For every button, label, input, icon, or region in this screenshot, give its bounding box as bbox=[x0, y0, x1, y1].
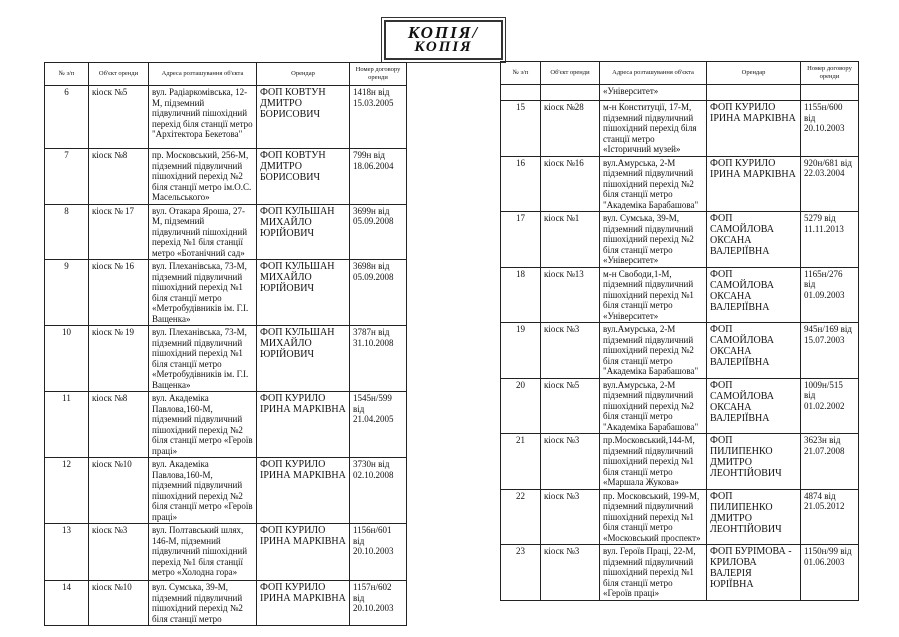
row-address: пр. Московський, 256-М, підземний підвуличний пішохідний перехід №2 біля станції метро ім.О.С. Масельського» bbox=[149, 149, 257, 205]
row-object: кіоск №3 bbox=[541, 434, 600, 490]
row-contract: 1418н від 15.03.2005 bbox=[350, 86, 407, 149]
row-contract: 1157н/602 від 20.10.2003 bbox=[350, 581, 407, 626]
continuation-cell-empty bbox=[801, 85, 859, 101]
row-object: кіоск №8 bbox=[89, 149, 149, 205]
row-object: кіоск №3 bbox=[89, 524, 149, 581]
table-header-row bbox=[501, 62, 859, 85]
row-address: м-н Свободи,1-М, підземний підвуличний пішохідний перехід №1 біля станції метро «Університет» bbox=[600, 267, 707, 323]
header-object: Об'єкт оренди bbox=[89, 63, 149, 86]
row-object: кіоск №3 bbox=[541, 545, 600, 601]
row-contract: 920н/681 від 22.03.2004 bbox=[801, 156, 859, 212]
table-row bbox=[45, 458, 407, 524]
lease-table-left bbox=[44, 62, 407, 626]
row-tenant: ФОП КУРИЛО ІРИНА МАРКІВНА bbox=[257, 392, 350, 458]
header-num: № з/п bbox=[501, 62, 541, 85]
row-number: 17 bbox=[501, 212, 541, 268]
table-row bbox=[501, 378, 859, 434]
continuation-row bbox=[501, 85, 859, 101]
row-address: вул. Радіаркомівська, 12-М, підземний підвуличний пішохідний перехід біля станції метро "Архітектора Бекетова" bbox=[149, 86, 257, 149]
row-number: 6 bbox=[45, 86, 89, 149]
row-tenant: ФОП КУЛЬШАН МИХАЙЛО ЮРІЙОВИЧ bbox=[257, 204, 350, 260]
table-row bbox=[45, 204, 407, 260]
row-number: 23 bbox=[501, 545, 541, 601]
table-row bbox=[501, 323, 859, 379]
row-number: 20 bbox=[501, 378, 541, 434]
row-tenant: ФОП КОВТУН ДМИТРО БОРИСОВИЧ bbox=[257, 86, 350, 149]
continuation-cell-empty bbox=[707, 85, 801, 101]
row-address: вул.Амурська, 2-М підземний підвуличний пішохідний перехід №2 біля станції метро "Академіка Барабашова" bbox=[600, 323, 707, 379]
row-tenant: ФОП КУРИЛО ІРИНА МАРКІВНА bbox=[257, 458, 350, 524]
row-number: 18 bbox=[501, 267, 541, 323]
header-address: Адреса розташування об'єкта bbox=[600, 62, 707, 85]
table-row bbox=[45, 149, 407, 205]
table-row bbox=[45, 260, 407, 326]
continuation-cell-empty bbox=[541, 85, 600, 101]
row-object: кіоск №28 bbox=[541, 101, 600, 157]
row-tenant: ФОП КУЛЬШАН МИХАЙЛО ЮРІЙОВИЧ bbox=[257, 260, 350, 326]
header-contract: Номер договору оренди bbox=[350, 63, 407, 86]
row-address: вул. Плеханівська, 73-М, підземний підвуличний пішохідний перехід №1 біля станції метро «Метробудівників ім. Г.І. Ващенка» bbox=[149, 326, 257, 392]
row-object: кіоск №8 bbox=[89, 392, 149, 458]
row-tenant: ФОП КУРИЛО ІРИНА МАРКІВНА bbox=[707, 156, 801, 212]
row-number: 14 bbox=[45, 581, 89, 626]
row-tenant: ФОП КУРИЛО ІРИНА МАРКІВНА bbox=[257, 581, 350, 626]
table-header-row bbox=[45, 63, 407, 86]
row-tenant: ФОП КУЛЬШАН МИХАЙЛО ЮРІЙОВИЧ bbox=[257, 326, 350, 392]
row-tenant: ФОП САМОЙЛОВА ОКСАНА ВАЛЕРІЇВНА bbox=[707, 212, 801, 268]
continuation-address: «Університет» bbox=[600, 85, 707, 101]
table-row bbox=[45, 326, 407, 392]
left-table-body bbox=[45, 86, 407, 626]
copy-stamp bbox=[384, 20, 503, 60]
table-row bbox=[501, 101, 859, 157]
row-tenant: ФОП САМОЙЛОВА ОКСАНА ВАЛЕРІЇВНА bbox=[707, 378, 801, 434]
row-contract: 3623н від 21.07.2008 bbox=[801, 434, 859, 490]
row-number: 13 bbox=[45, 524, 89, 581]
row-contract: 5279 від 11.11.2013 bbox=[801, 212, 859, 268]
header-object: Об'єкт оренди bbox=[541, 62, 600, 85]
row-object: кіоск № 19 bbox=[89, 326, 149, 392]
row-number: 22 bbox=[501, 489, 541, 545]
table-row bbox=[501, 434, 859, 490]
row-contract: 3730н від 02.10.2008 bbox=[350, 458, 407, 524]
row-tenant: ФОП САМОЙЛОВА ОКСАНА ВАЛЕРІЇВНА bbox=[707, 267, 801, 323]
table-row bbox=[501, 545, 859, 601]
row-contract: 1009н/515 від 01.02.2002 bbox=[801, 378, 859, 434]
row-object: кіоск №5 bbox=[541, 378, 600, 434]
row-object: кіоск №3 bbox=[541, 489, 600, 545]
table-row bbox=[45, 392, 407, 458]
row-number: 19 bbox=[501, 323, 541, 379]
table-row bbox=[501, 267, 859, 323]
row-contract: 799н від 18.06.2004 bbox=[350, 149, 407, 205]
header-tenant: Орендар bbox=[707, 62, 801, 85]
row-object: кіоск №13 bbox=[541, 267, 600, 323]
row-number: 16 bbox=[501, 156, 541, 212]
header-contract: Номер договору оренди bbox=[801, 62, 859, 85]
row-contract: 3698н від 05.09.2008 bbox=[350, 260, 407, 326]
row-contract: 1150н/99 від 01.06.2003 bbox=[801, 545, 859, 601]
table-row bbox=[45, 581, 407, 626]
continuation-cell-empty bbox=[501, 85, 541, 101]
row-address: вул. Академіка Павлова,160-М, підземний підвуличний пішохідний перехід №2 біля станції метро «Героїв праці» bbox=[149, 458, 257, 524]
table-row bbox=[501, 156, 859, 212]
row-object: кіоск №5 bbox=[89, 86, 149, 149]
row-object: кіоск №10 bbox=[89, 581, 149, 626]
row-object: кіоск №10 bbox=[89, 458, 149, 524]
row-address: пр. Московський, 199-М, підземний підвуличний пішохідний перехід №1 біля станції метро «Московський проспект» bbox=[600, 489, 707, 545]
table-row bbox=[45, 524, 407, 581]
row-address: вул.Амурська, 2-М підземний підвуличний пішохідний перехід №2 біля станції метро "Академіка Барабашова" bbox=[600, 378, 707, 434]
stamp-line-2: КОПІЯ bbox=[414, 39, 473, 55]
row-address: вул. Героїв Праці, 22-М, підземний підвуличний пішохідний перехід №1 біля станції метро «Героїв праці» bbox=[600, 545, 707, 601]
row-object: кіоск № 16 bbox=[89, 260, 149, 326]
row-number: 9 bbox=[45, 260, 89, 326]
row-number: 15 bbox=[501, 101, 541, 157]
row-tenant: ФОП БУРІМОВА - КРИЛОВА ВАЛЕРІЯ ЮРІЇВНА bbox=[707, 545, 801, 601]
row-contract: 4874 від 21.05.2012 bbox=[801, 489, 859, 545]
row-object: кіоск №3 bbox=[541, 323, 600, 379]
row-number: 11 bbox=[45, 392, 89, 458]
header-num: № з/п bbox=[45, 63, 89, 86]
row-address: вул.Амурська, 2-М підземний підвуличний пішохідний перехід №2 біля станції метро "Академіка Барабашова" bbox=[600, 156, 707, 212]
row-address: вул. Сумська, 39-М, підземний підвуличний пішохідний перехід №2 біля станції метро bbox=[149, 581, 257, 626]
row-object: кіоск №16 bbox=[541, 156, 600, 212]
row-contract: 1155н/600 від 20.10.2003 bbox=[801, 101, 859, 157]
right-table-body bbox=[501, 85, 859, 601]
table-row bbox=[501, 212, 859, 268]
row-object: кіоск №1 bbox=[541, 212, 600, 268]
row-address: м-н Конституції, 17-М, підземний підвуличний пішохідний перехід біля станції метро «Історичний музей» bbox=[600, 101, 707, 157]
row-contract: 1156н/601 від 20.10.2003 bbox=[350, 524, 407, 581]
row-tenant: ФОП ПИЛИПЕНКО ДМИТРО ЛЕОНТІЙОВИЧ bbox=[707, 434, 801, 490]
row-contract: 945н/169 від 15.07.2003 bbox=[801, 323, 859, 379]
table-row bbox=[501, 489, 859, 545]
row-contract: 3699н від 05.09.2008 bbox=[350, 204, 407, 260]
row-address: вул. Сумська, 39-М, підземний підвуличний пішохідний перехід №2 біля станції метро «Університет» bbox=[600, 212, 707, 268]
row-number: 10 bbox=[45, 326, 89, 392]
row-number: 7 bbox=[45, 149, 89, 205]
row-contract: 1545н/599 від 21.04.2005 bbox=[350, 392, 407, 458]
row-object: кіоск № 17 bbox=[89, 204, 149, 260]
row-tenant: ФОП КУРИЛО ІРИНА МАРКІВНА bbox=[707, 101, 801, 157]
lease-table-right bbox=[500, 61, 859, 601]
row-number: 12 bbox=[45, 458, 89, 524]
row-number: 21 bbox=[501, 434, 541, 490]
header-address: Адреса розташування об'єкта bbox=[149, 63, 257, 86]
row-tenant: ФОП ПИЛИПЕНКО ДМИТРО ЛЕОНТІЙОВИЧ bbox=[707, 489, 801, 545]
table-row bbox=[45, 86, 407, 149]
row-address: пр.Московський,144-М, підземний підвуличний пішохідний перехід №1 біля станції метро «Маршала Жукова» bbox=[600, 434, 707, 490]
row-number: 8 bbox=[45, 204, 89, 260]
row-tenant: ФОП САМОЙЛОВА ОКСАНА ВАЛЕРІЇВНА bbox=[707, 323, 801, 379]
row-tenant: ФОП КОВТУН ДМИТРО БОРИСОВИЧ bbox=[257, 149, 350, 205]
row-address: вул. Полтавський шлях, 146-М, підземний підвуличний пішохідний перехід №1 біля станції метро «Холодна гора» bbox=[149, 524, 257, 581]
row-address: вул. Академіка Павлова,160-М, підземний підвуличний пішохідний перехід №2 біля станції метро «Героїв праці» bbox=[149, 392, 257, 458]
row-address: вул. Отакара Яроша, 27-М, підземний підвуличний пішохідний перехід №1 біля станції метро «Ботанічний сад» bbox=[149, 204, 257, 260]
row-contract: 3787н від 31.10.2008 bbox=[350, 326, 407, 392]
row-address: вул. Плеханівська, 73-М, підземний підвуличний пішохідний перехід №1 біля станції метро «Метробудівників ім. Г.І. Ващенка» bbox=[149, 260, 257, 326]
header-tenant: Орендар bbox=[257, 63, 350, 86]
stamp-line-1: КОПІЯ/ bbox=[407, 23, 480, 42]
row-contract: 1165н/276 від 01.09.2003 bbox=[801, 267, 859, 323]
row-tenant: ФОП КУРИЛО ІРИНА МАРКІВНА bbox=[257, 524, 350, 581]
